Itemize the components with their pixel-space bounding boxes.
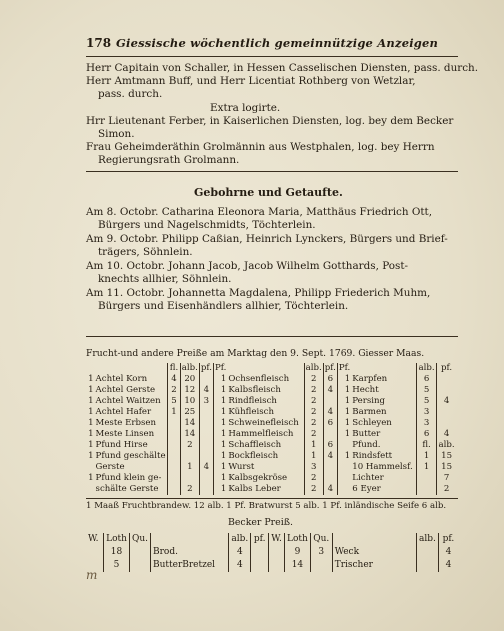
price-cell: 4: [323, 451, 337, 462]
price-cell: 6: [323, 440, 337, 451]
births-line: Bürgers und Eisenhändlers allhier, Töchterlein.: [98, 300, 349, 312]
price-cell: 10 Hammelsf.: [352, 462, 413, 472]
departed-line: Simon.: [98, 128, 135, 140]
price-cell: 2: [304, 418, 323, 429]
price-cell: 4: [437, 429, 456, 440]
price-cell: [199, 473, 213, 484]
price-cell: [337, 440, 351, 451]
price-cell: [337, 473, 351, 484]
price-cell: 2: [304, 385, 323, 396]
header-cell: pf.: [437, 363, 456, 374]
price-cell: [437, 418, 456, 429]
price-cell: [323, 429, 337, 440]
price-cell: Achtel Waitzen: [95, 396, 161, 406]
price-cell: [199, 418, 213, 429]
price-row: [86, 418, 456, 429]
header-cell: alb.: [305, 363, 322, 373]
price-cell: [323, 396, 337, 407]
bread-row: [86, 546, 458, 559]
price-cell: [416, 484, 436, 495]
price-cell: 2: [437, 484, 456, 495]
price-cell: 1: [88, 396, 94, 406]
price-cell: 10: [180, 396, 199, 407]
price-cell: 1: [88, 429, 94, 439]
price-cell: Wurst: [228, 462, 255, 472]
price-cell: 3: [416, 418, 436, 429]
price-cell: Achtel Hafer: [95, 407, 152, 417]
price-cell: 1: [88, 473, 94, 483]
price-cell: [437, 385, 456, 396]
header-cell: Qu.: [310, 533, 332, 546]
header-cell: pf.: [324, 363, 336, 373]
price-cell: 5: [168, 396, 181, 407]
price-cell: 14: [180, 418, 199, 429]
price-cell: [168, 462, 181, 473]
price-cell: fl.: [416, 440, 436, 451]
header-rule: [86, 56, 458, 57]
bread-cell: Brod.: [150, 546, 228, 559]
price-cell: Schweinefleisch: [228, 418, 299, 428]
price-cell: 1: [88, 407, 94, 417]
price-cell: Gerste: [95, 462, 125, 472]
price-row: [86, 473, 456, 484]
header-cell: Pf.: [338, 363, 351, 373]
price-cell: 2: [180, 440, 199, 451]
price-cell: [323, 473, 337, 484]
price-cell: 1: [304, 440, 323, 451]
price-cell: [199, 451, 213, 462]
bread-table-header: [86, 533, 458, 546]
header-cell: pf.: [438, 533, 458, 546]
bread-cell: [310, 559, 332, 572]
extra-heading: Extra logirte.: [210, 102, 281, 114]
price-cell: [437, 407, 456, 418]
price-cell: 1: [416, 462, 436, 473]
price-cell: Schaffleisch: [228, 440, 282, 450]
price-cell: 3: [416, 407, 436, 418]
header-cell: Pf.: [214, 363, 227, 373]
price-cell: 15: [437, 462, 456, 473]
price-cell: 1: [213, 385, 227, 396]
price-cell: Pfund Hirse: [95, 440, 148, 450]
price-cell: [437, 374, 456, 385]
price-cell: Achtel Korn: [95, 374, 148, 384]
price-cell: Kalbsgekröse: [228, 473, 288, 483]
bread-table: [86, 533, 458, 572]
bread-cell: [269, 559, 285, 572]
price-cell: Meste Erbsen: [95, 418, 157, 428]
price-cell: Pfund klein ge-: [95, 473, 162, 483]
price-cell: 1: [213, 440, 227, 451]
bread-cell: 4: [229, 546, 251, 559]
departed-line: Herr Amtmann Buff, und Herr Licentiat Rothberg von Wetzlar,: [86, 75, 416, 87]
bread-cell: 18: [104, 546, 130, 559]
price-cell: 1: [337, 451, 351, 462]
header-cell: Loth: [285, 533, 311, 546]
bread-cell: [129, 546, 150, 559]
departed-line: Regierungsrath Grolmann.: [98, 154, 240, 166]
bread-cell: 4: [438, 546, 458, 559]
header-cell: fl.: [168, 363, 181, 374]
page-number: 178: [86, 36, 112, 50]
births-line: Am 11. Octobr. Johannetta Magdalena, Philipp Friederich Muhm,: [86, 287, 431, 299]
price-cell: Schleyen: [352, 418, 392, 428]
price-cell: Kühfleisch: [228, 407, 274, 417]
price-cell: Ochsenfleisch: [228, 374, 290, 384]
price-cell: 1: [213, 462, 227, 473]
price-cell: Rindfleisch: [228, 396, 277, 406]
births-heading: Gebohrne und Getaufte.: [194, 186, 343, 199]
bread-title: Becker Preiß.: [228, 517, 293, 528]
bread-cell: [416, 559, 438, 572]
price-cell: 1: [88, 451, 94, 461]
price-cell: 1: [168, 407, 181, 418]
price-cell: 2: [304, 484, 323, 495]
price-cell: 4: [168, 374, 181, 385]
price-cell: 1: [416, 451, 436, 462]
price-row: [86, 429, 456, 440]
bread-cell: 3: [310, 546, 332, 559]
section-rule: [86, 171, 458, 172]
header-cell: pf.: [251, 533, 269, 546]
price-cell: 5: [416, 396, 436, 407]
price-cell: 1: [337, 407, 351, 418]
bread-cell: [269, 546, 285, 559]
bread-cell: [129, 559, 150, 572]
price-cell: Lichter: [352, 473, 384, 483]
price-cell: 1: [88, 385, 94, 395]
bread-cell: 5: [104, 559, 130, 572]
price-cell: 4: [199, 385, 213, 396]
bread-cell: 14: [285, 559, 311, 572]
price-cell: [168, 418, 181, 429]
price-cell: 4: [323, 407, 337, 418]
page-header: [86, 36, 439, 54]
price-cell: Butter: [352, 429, 381, 439]
price-cell: [168, 451, 181, 462]
bread-cell: Weck: [332, 546, 416, 559]
price-cell: Karpfen: [352, 374, 388, 384]
price-cell: 2: [304, 374, 323, 385]
births-line: Bürgers und Nagelschmidts, Töchterlein.: [98, 219, 316, 231]
price-cell: 2: [304, 407, 323, 418]
price-row: [86, 374, 456, 385]
price-row: [86, 407, 456, 418]
header-cell: pf.: [200, 363, 212, 373]
price-cell: schälte Gerste: [95, 484, 159, 494]
bread-cell: [251, 559, 269, 572]
price-cell: 1: [213, 429, 227, 440]
price-cell: Meste Linsen: [95, 429, 155, 439]
price-cell: 6: [323, 374, 337, 385]
price-cell: 1: [337, 374, 351, 385]
births-line: knechts allhier, Söhnlein.: [98, 273, 232, 285]
price-cell: [416, 473, 436, 484]
bread-cell: Trischer: [332, 559, 416, 572]
price-cell: Barmen: [352, 407, 387, 417]
price-cell: 6: [416, 429, 436, 440]
header-cell: alb.: [416, 363, 436, 374]
price-cell: Kalbs Leber: [228, 484, 281, 494]
bread-cell: 9: [285, 546, 311, 559]
header-cell: alb.: [181, 363, 198, 373]
price-cell: 1: [213, 407, 227, 418]
price-row: [86, 396, 456, 407]
departed-line: Herr Capitain von Schaller, in Hessen Casselischen Diensten, pass. durch.: [86, 62, 479, 74]
price-cell: Pfund geschälte: [95, 451, 166, 461]
price-cell: 12: [180, 385, 199, 396]
price-cell: 25: [180, 407, 199, 418]
running-title: Giessische wöchentlich gemeinnützige Anzeigen: [116, 36, 439, 50]
header-cell: alb.: [229, 533, 251, 546]
price-cell: [337, 462, 351, 473]
price-cell: [86, 462, 95, 473]
price-cell: 14: [180, 429, 199, 440]
price-cell: 3: [304, 462, 323, 473]
births-line: Am 10. Octobr. Johann Jacob, Jacob Wilhelm Gotthards, Post-: [86, 260, 409, 272]
price-cell: 4: [323, 385, 337, 396]
price-cell: 2: [304, 396, 323, 407]
price-cell: [199, 484, 213, 495]
price-cell: 7: [437, 473, 456, 484]
footer-mark: m: [86, 568, 98, 582]
price-cell: [168, 429, 181, 440]
price-cell: 4: [437, 396, 456, 407]
price-cell: Hecht: [352, 385, 379, 395]
price-cell: [199, 374, 213, 385]
price-cell: 6 Eyer: [352, 484, 381, 494]
price-cell: [199, 440, 213, 451]
price-cell: 1: [337, 418, 351, 429]
departed-line: Frau Geheimderäthin Grolmännin aus Westphalen, log. bey Herrn: [86, 141, 435, 153]
births-line: trägers, Söhnlein.: [98, 246, 193, 258]
prices-footer: 1 Maaß Fruchtbrandew. 12 alb. 1 Pf. Bratwurst 5 alb. 1 Pf. inländische Seife 6 alb.: [86, 501, 447, 511]
price-cell: 3: [199, 396, 213, 407]
departed-line: pass. durch.: [98, 88, 163, 100]
price-cell: 1: [337, 429, 351, 440]
price-table-header: [86, 363, 456, 374]
price-cell: 1: [213, 396, 227, 407]
births-line: Am 8. Octobr. Catharina Eleonora Maria, Matthäus Friedrich Ott,: [86, 206, 433, 218]
price-cell: [86, 484, 95, 495]
price-cell: 1: [337, 385, 351, 396]
bread-cell: [86, 546, 104, 559]
price-cell: [323, 462, 337, 473]
births-line: Am 9. Octobr. Philipp Caßian, Heinrich Lynckers, Bürgers und Brief-: [86, 233, 448, 245]
price-cell: Kalbsfleisch: [228, 385, 281, 395]
bread-cell: 4: [229, 559, 251, 572]
price-cell: 2: [180, 484, 199, 495]
price-cell: 6: [416, 374, 436, 385]
price-cell: 4: [323, 484, 337, 495]
bread-cell: 4: [438, 559, 458, 572]
price-cell: [199, 429, 213, 440]
price-cell: Achtel Gerste: [95, 385, 156, 395]
price-cell: Bockfleisch: [228, 451, 279, 461]
price-cell: [168, 473, 181, 484]
price-cell: Pfund.: [352, 440, 381, 450]
price-table: [86, 363, 456, 495]
section-rule: [86, 336, 458, 337]
header-cell: alb.: [416, 533, 438, 546]
price-cell: 1: [88, 374, 94, 384]
price-cell: [180, 451, 199, 462]
table-rule: [86, 498, 458, 499]
bread-cell: [416, 546, 438, 559]
price-cell: alb.: [438, 440, 455, 450]
price-cell: 6: [323, 418, 337, 429]
header-cell: W.: [269, 533, 285, 546]
bread-row: [86, 559, 458, 572]
price-cell: 2: [168, 385, 181, 396]
price-cell: 1: [337, 396, 351, 407]
price-cell: 1: [88, 440, 94, 450]
price-cell: Rindsfett: [352, 451, 393, 461]
header-cell: W.: [88, 534, 99, 544]
price-cell: 1: [213, 418, 227, 429]
header-cell: Qu.: [129, 533, 150, 546]
price-cell: 5: [416, 385, 436, 396]
price-cell: Persing: [352, 396, 386, 406]
price-cell: 15: [437, 451, 456, 462]
price-cell: [199, 407, 213, 418]
header-cell: Loth: [104, 533, 130, 546]
price-cell: 20: [180, 374, 199, 385]
price-cell: 4: [199, 462, 213, 473]
price-row: [86, 462, 456, 473]
price-cell: [180, 473, 199, 484]
price-cell: 1: [88, 418, 94, 428]
bread-cell: ButterBretzel: [150, 559, 228, 572]
price-cell: 1: [213, 484, 227, 495]
departed-line: Hrr Lieutenant Ferber, in Kaiserlichen Diensten, log. bey dem Becker: [86, 115, 454, 127]
bread-cell: [251, 546, 269, 559]
price-row: [86, 440, 456, 451]
price-cell: [168, 440, 181, 451]
price-cell: [337, 484, 351, 495]
price-row: [86, 385, 456, 396]
price-cell: 2: [304, 429, 323, 440]
price-cell: Hammelfleisch: [228, 429, 294, 439]
price-cell: 1: [213, 473, 227, 484]
price-cell: 2: [304, 473, 323, 484]
price-cell: [168, 484, 181, 495]
prices-title: Frucht-und andere Preiße am Marktag den 9. Sept. 1769. Giesser Maas.: [86, 348, 425, 359]
price-row: [86, 484, 456, 495]
price-cell: 1: [213, 374, 227, 385]
price-cell: 1: [213, 451, 227, 462]
price-cell: 1: [304, 451, 323, 462]
price-cell: 1: [180, 462, 199, 473]
price-row: [86, 451, 456, 462]
